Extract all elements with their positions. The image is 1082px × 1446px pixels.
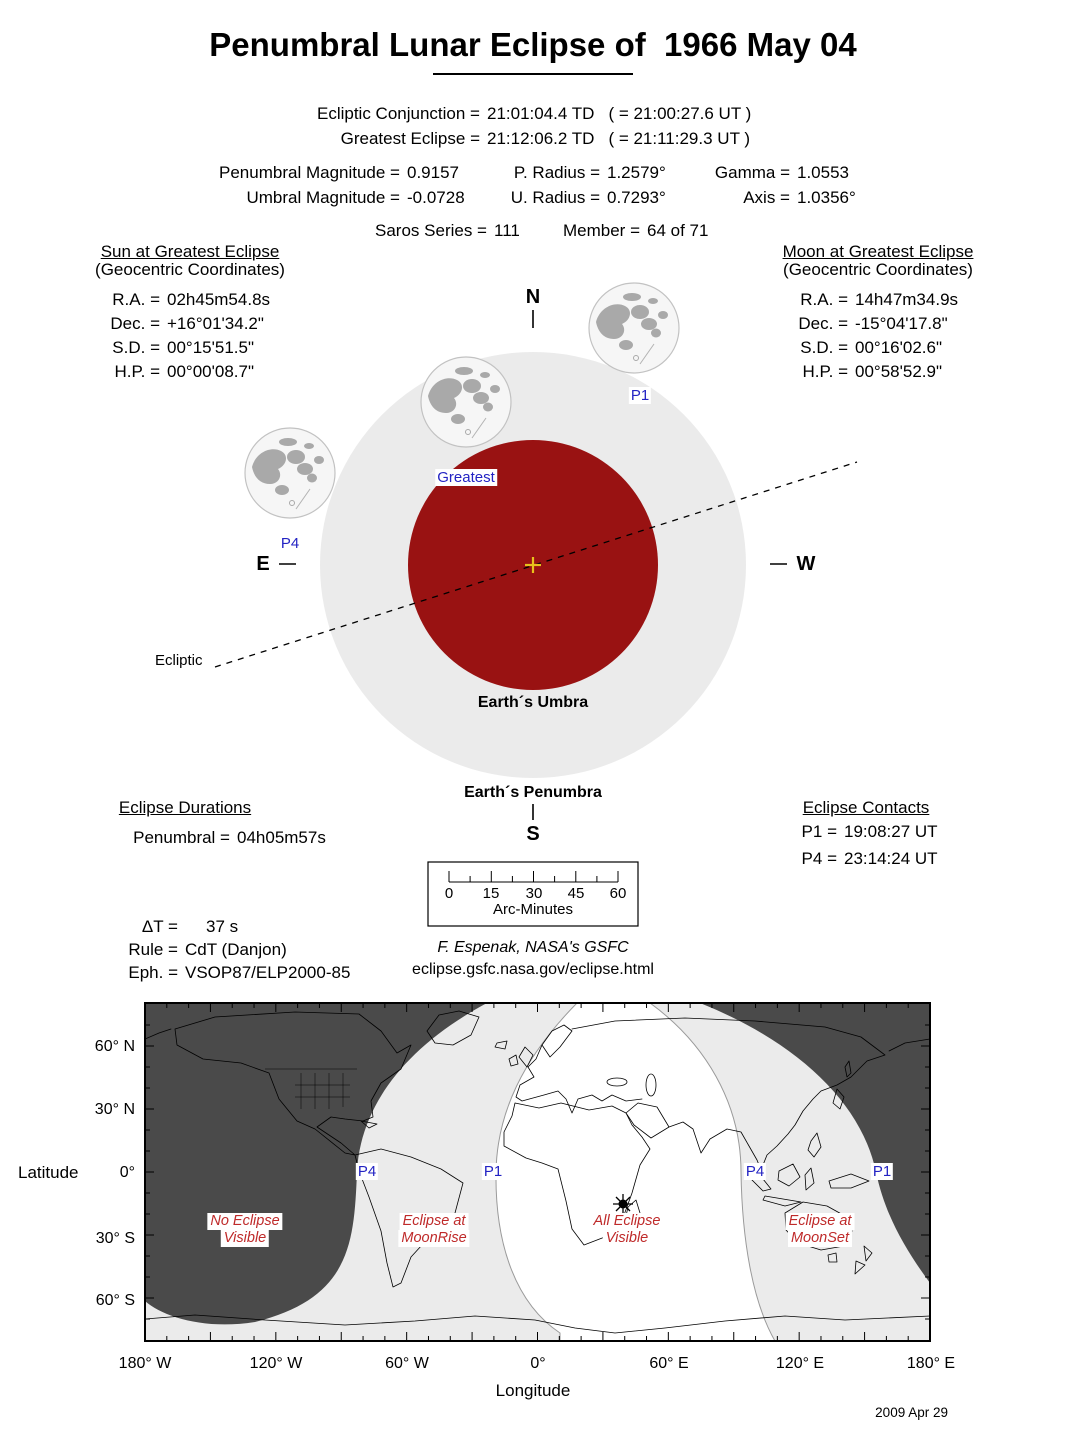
lon-tick-0: 0° (530, 1355, 546, 1372)
sun-hp-value: 00°00'08.7" (167, 362, 254, 381)
page-title: Penumbral Lunar Eclipse of 1966 May 04 (209, 26, 857, 63)
south-label: S (526, 823, 540, 845)
durations-heading: Eclipse Durations (118, 798, 252, 817)
delta-t-value: 37 s (206, 917, 239, 936)
ephemeris-label: Eph. = (128, 963, 178, 982)
lat-tick-60s: 60° S (95, 1292, 135, 1309)
credit-author: F. Espenak, NASA's GSFC (437, 939, 629, 956)
sun-dec-label: Dec. = (110, 314, 160, 333)
rule-label: Rule = (128, 940, 178, 959)
lon-tick-60w: 60° W (385, 1355, 429, 1372)
contact-p4-row (795, 849, 938, 869)
moon-block-heading: Moon at Greatest Eclipse (782, 242, 974, 261)
sun-ra-row (100, 290, 270, 310)
member-value: 64 of 71 (647, 221, 709, 240)
member-row (548, 221, 708, 241)
lon-tick-120w: 120° W (249, 1355, 303, 1372)
sun-block-heading: Sun at Greatest Eclipse (100, 242, 280, 261)
region-no-eclipse-line2: Visible (221, 1230, 269, 1247)
axis-value: 1.0356° (797, 188, 856, 207)
u-radius-value: 0.7293° (607, 188, 666, 207)
saros-row (350, 221, 520, 241)
lon-tick-60e: 60° E (649, 1355, 689, 1372)
region-no-eclipse-line1: No Eclipse (207, 1213, 282, 1230)
p-radius-label: P. Radius = (513, 163, 600, 182)
moon-dec-value: -15°04'17.8" (855, 314, 948, 333)
moon-sd-label: S.D. = (800, 338, 848, 357)
umbral-magnitude-value: -0.0728 (407, 188, 465, 207)
axis-row (690, 188, 856, 208)
scale-unit-label: Arc-Minutes (492, 901, 574, 918)
conjunction-row (250, 104, 751, 124)
region-all-visible-line2: Visible (603, 1230, 651, 1247)
scale-tick-15: 15 (482, 885, 500, 902)
lon-tick-180e: 180° E (906, 1355, 956, 1372)
figure-date: 2009 Apr 29 (875, 1405, 948, 1420)
moon-at-p1 (589, 283, 679, 373)
lat-tick-0: 0° (119, 1164, 135, 1181)
region-moonset-line1: Eclipse at (786, 1213, 855, 1230)
region-all-visible-line1: All Eclipse (591, 1213, 664, 1230)
penumbral-magnitude-row (190, 163, 459, 183)
sub-eclipse-point-star (613, 1194, 633, 1214)
moon-dec-label: Dec. = (798, 314, 848, 333)
lat-tick-30n: 30° N (94, 1101, 135, 1118)
contact-p4-value: 23:14:24 UT (844, 849, 938, 868)
p-radius-value: 1.2579° (607, 163, 666, 182)
moon-dec-row (788, 314, 948, 334)
greatest-eclipse-td: 21:12:06.2 TD (487, 129, 595, 148)
visibility-map (145, 1003, 930, 1341)
moon-ra-row (788, 290, 958, 310)
gamma-value: 1.0553 (797, 163, 849, 182)
scale-tick-30: 30 (525, 885, 543, 902)
umbra-label: Earth´s Umbra (477, 694, 589, 711)
sun-block-subheading: (Geocentric Coordinates) (95, 260, 285, 279)
greatest-eclipse-row (250, 129, 750, 149)
axis-label: Axis = (743, 188, 790, 207)
conjunction-ut: ( = 21:00:27.6 UT ) (608, 104, 752, 123)
member-label: Member = (563, 221, 640, 240)
greatest-label: Greatest (437, 469, 495, 486)
lat-tick-30s: 30° S (95, 1230, 135, 1247)
scale-tick-0: 0 (444, 885, 454, 902)
penumbral-duration-value: 04h05m57s (237, 828, 326, 847)
conjunction-label: Ecliptic Conjunction = (316, 104, 480, 123)
sun-sd-row (100, 338, 254, 358)
ecliptic-label: Ecliptic (155, 652, 203, 669)
map-xlabel: Longitude (495, 1381, 571, 1400)
lon-tick-180w: 180° W (118, 1355, 172, 1372)
region-moonset-line2: MoonSet (788, 1230, 852, 1247)
sun-hp-label: H.P. = (114, 362, 160, 381)
rule-row (108, 940, 287, 960)
map-curve-p1-east: P1 (872, 1163, 892, 1180)
p4-contact-label: P4 (280, 535, 300, 552)
sun-sd-value: 00°15'51.5" (167, 338, 254, 357)
north-label: N (525, 286, 541, 308)
rule-value: CdT (Danjon) (185, 940, 287, 959)
penumbra-label: Earth´s Penumbra (464, 784, 602, 801)
penumbral-duration-row (107, 828, 326, 848)
saros-label: Saros Series = (375, 221, 487, 240)
title-divider (433, 73, 633, 75)
map-curve-p4-east: P4 (745, 1163, 765, 1180)
sun-hp-row (100, 362, 254, 382)
map-curve-p4-west: P4 (357, 1163, 377, 1180)
moon-hp-row (788, 362, 942, 382)
contact-p1-value: 19:08:27 UT (844, 822, 938, 841)
penumbral-magnitude-value: 0.9157 (407, 163, 459, 182)
u-radius-label: U. Radius = (510, 188, 600, 207)
west-label: W (796, 553, 816, 575)
u-radius-row (500, 188, 666, 208)
lon-tick-120e: 120° E (775, 1355, 825, 1372)
p1-contact-label: P1 (630, 387, 650, 404)
contact-p4-label: P4 = (801, 849, 837, 868)
scale-tick-60: 60 (609, 885, 627, 902)
moon-ra-value: 14h47m34.9s (855, 290, 959, 309)
moon-sd-row (788, 338, 942, 358)
umbral-magnitude-row (190, 188, 465, 208)
p-radius-row (500, 163, 666, 183)
map-curve-p1-west: P1 (483, 1163, 503, 1180)
sun-ra-value: 02h45m54.8s (167, 290, 271, 309)
contacts-heading: Eclipse Contacts (802, 798, 930, 817)
region-moonrise-line2: MoonRise (398, 1230, 469, 1247)
scale-tick-45: 45 (567, 885, 585, 902)
conjunction-td: 21:01:04.4 TD (487, 104, 595, 123)
sun-ra-label: R.A. = (112, 290, 160, 309)
greatest-eclipse-label: Greatest Eclipse = (340, 129, 480, 148)
map-ylabel: Latitude (18, 1163, 79, 1182)
penumbral-magnitude-label: Penumbral Magnitude = (219, 163, 400, 182)
credit-url: eclipse.gsfc.nasa.gov/eclipse.html (412, 961, 654, 978)
contact-p1-row (795, 822, 938, 842)
gamma-row (690, 163, 849, 183)
moon-block-subheading: (Geocentric Coordinates) (783, 260, 973, 279)
ephemeris-value: VSOP87/ELP2000-85 (185, 963, 351, 982)
region-moonrise-line1: Eclipse at (400, 1213, 469, 1230)
moon-hp-label: H.P. = (802, 362, 848, 381)
sun-dec-row (100, 314, 264, 334)
moon-at-greatest (421, 357, 511, 447)
penumbral-duration-label: Penumbral = (133, 828, 230, 847)
delta-t-row (108, 917, 238, 937)
ephemeris-row (108, 963, 350, 983)
umbral-magnitude-label: Umbral Magnitude = (246, 188, 400, 207)
moon-hp-value: 00°58'52.9" (855, 362, 942, 381)
sun-dec-value: +16°01'34.2" (167, 314, 264, 333)
east-label: E (256, 553, 270, 575)
moon-at-p4 (245, 428, 335, 518)
sun-sd-label: S.D. = (112, 338, 160, 357)
contact-p1-label: P1 = (801, 822, 837, 841)
moon-ra-label: R.A. = (800, 290, 848, 309)
greatest-eclipse-ut: ( = 21:11:29.3 UT ) (608, 129, 751, 148)
moon-sd-value: 00°16'02.6" (855, 338, 942, 357)
saros-value: 111 (494, 221, 520, 240)
lat-tick-60n: 60° N (94, 1038, 135, 1055)
delta-t-label: ΔT = (141, 917, 178, 936)
gamma-label: Gamma = (714, 163, 790, 182)
